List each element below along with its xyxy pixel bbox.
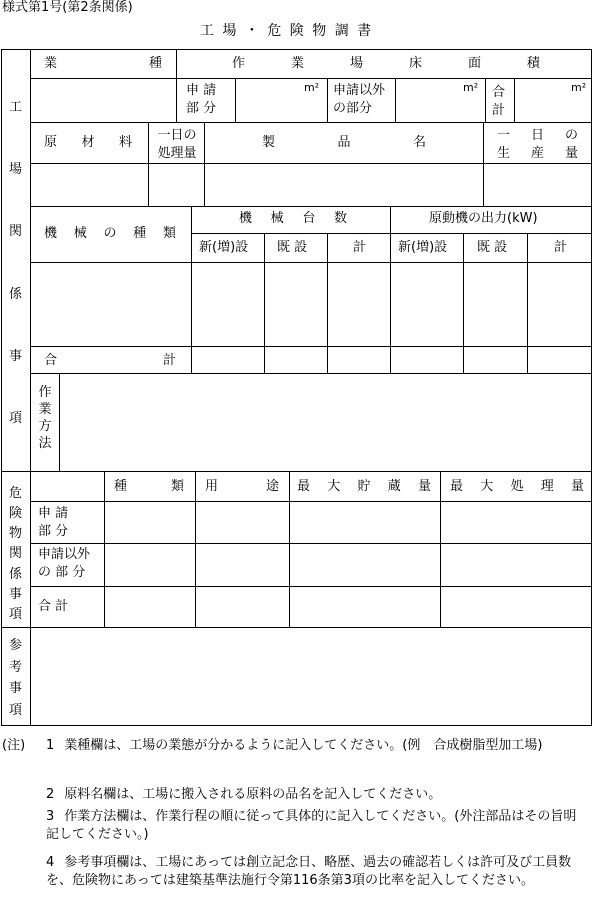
machine-count-label: 機 械 台 数 — [239, 211, 347, 226]
side-char: 項 — [8, 606, 22, 622]
side-char: 物 — [8, 526, 22, 542]
hazard-max-processing-label: 最 大 処 理 量 — [450, 479, 584, 494]
motor-output-label: 原動機の出力(kW) — [429, 211, 538, 226]
business-type-label: 業 種 — [44, 56, 162, 71]
page-title: 工 場 ・ 危 険 物 調 書 — [200, 23, 374, 39]
hazard-kind-label: 種 類 — [114, 479, 184, 494]
work-method-label: 作 業 方 法 — [38, 385, 52, 451]
floor-area-label: 作 業 場 床 面 積 — [232, 56, 540, 71]
machine-total-label: 合 計 — [44, 353, 176, 368]
side-char: 考 — [8, 659, 22, 675]
applied-part-label: 申 請 部 分 — [186, 83, 217, 116]
side-char: 危 — [8, 486, 22, 501]
side-char: 係 — [8, 566, 22, 582]
daily-production-label: 一 日 の 生 産 量 — [497, 128, 578, 161]
new-add-label: 新(増)設 — [398, 240, 448, 255]
note-item-1: 1 業種欄は、工場の業態が分かるように記入してください。(例 合成樹脂型加工場) — [46, 738, 543, 753]
other-part-label: 申請以外 の部分 — [333, 83, 386, 116]
side-char: 工 — [8, 100, 22, 115]
side-char: 場 — [8, 162, 22, 178]
sum-label: 計 — [353, 240, 367, 255]
side-char: 事 — [8, 348, 22, 364]
total-label: 合 計 — [492, 85, 506, 118]
hazard-side-label — [1, 482, 30, 622]
notes-label: (注) — [2, 738, 26, 753]
hazard-other-part: 申請以外 の 部 分 — [38, 547, 91, 581]
note-item-2: 2 原料名欄は、工場に搬入される原料の品名を記入してください。 — [46, 787, 442, 802]
factory-side-label — [1, 96, 30, 426]
reference-side-label — [1, 634, 30, 718]
existing-label: 既 設 — [477, 240, 508, 255]
side-char: 事 — [8, 586, 22, 602]
hazard-use-label: 用 途 — [205, 479, 279, 494]
unit-m2: m² — [463, 81, 479, 94]
side-char: 険 — [8, 506, 22, 522]
machine-type-label: 機 械 の 種 類 — [44, 226, 176, 241]
hazard-total: 合 計 — [38, 599, 69, 614]
raw-materials-label: 原 材 料 — [44, 135, 132, 150]
product-name-label: 製 品 名 — [262, 135, 426, 150]
side-char: 参 — [8, 638, 22, 653]
note-item-3: 3 作業方法欄は、作業行程の順に従って具体的に記入してください。(外注部品はその旨明記してください。) — [46, 809, 577, 842]
hazard-max-storage-label: 最 大 貯 蔵 量 — [297, 479, 431, 494]
side-char: 関 — [8, 546, 22, 562]
unit-m2: m² — [571, 81, 587, 94]
side-char: 項 — [8, 702, 22, 718]
side-char: 関 — [8, 224, 22, 240]
form-id: 様式第1号(第2条関係) — [2, 0, 133, 15]
note-item-4: 4 参考事項欄は、工場にあっては創立記念日、略歴、過去の確認若しくは許可及び工員数を、危険物にあっては建築基準法施行令第116条第3項の比率を記入してください。 — [46, 855, 572, 888]
hazard-applied-part: 申 請 部 分 — [38, 506, 69, 540]
side-char: 係 — [8, 286, 22, 302]
existing-label: 既 設 — [277, 240, 308, 255]
side-char: 項 — [8, 410, 22, 426]
daily-amount-label: 一日の 処理量 — [157, 128, 197, 161]
sum-label: 計 — [554, 240, 568, 255]
new-add-label: 新(増)設 — [199, 240, 249, 255]
unit-m2: m² — [304, 81, 320, 94]
side-char: 事 — [8, 681, 22, 697]
